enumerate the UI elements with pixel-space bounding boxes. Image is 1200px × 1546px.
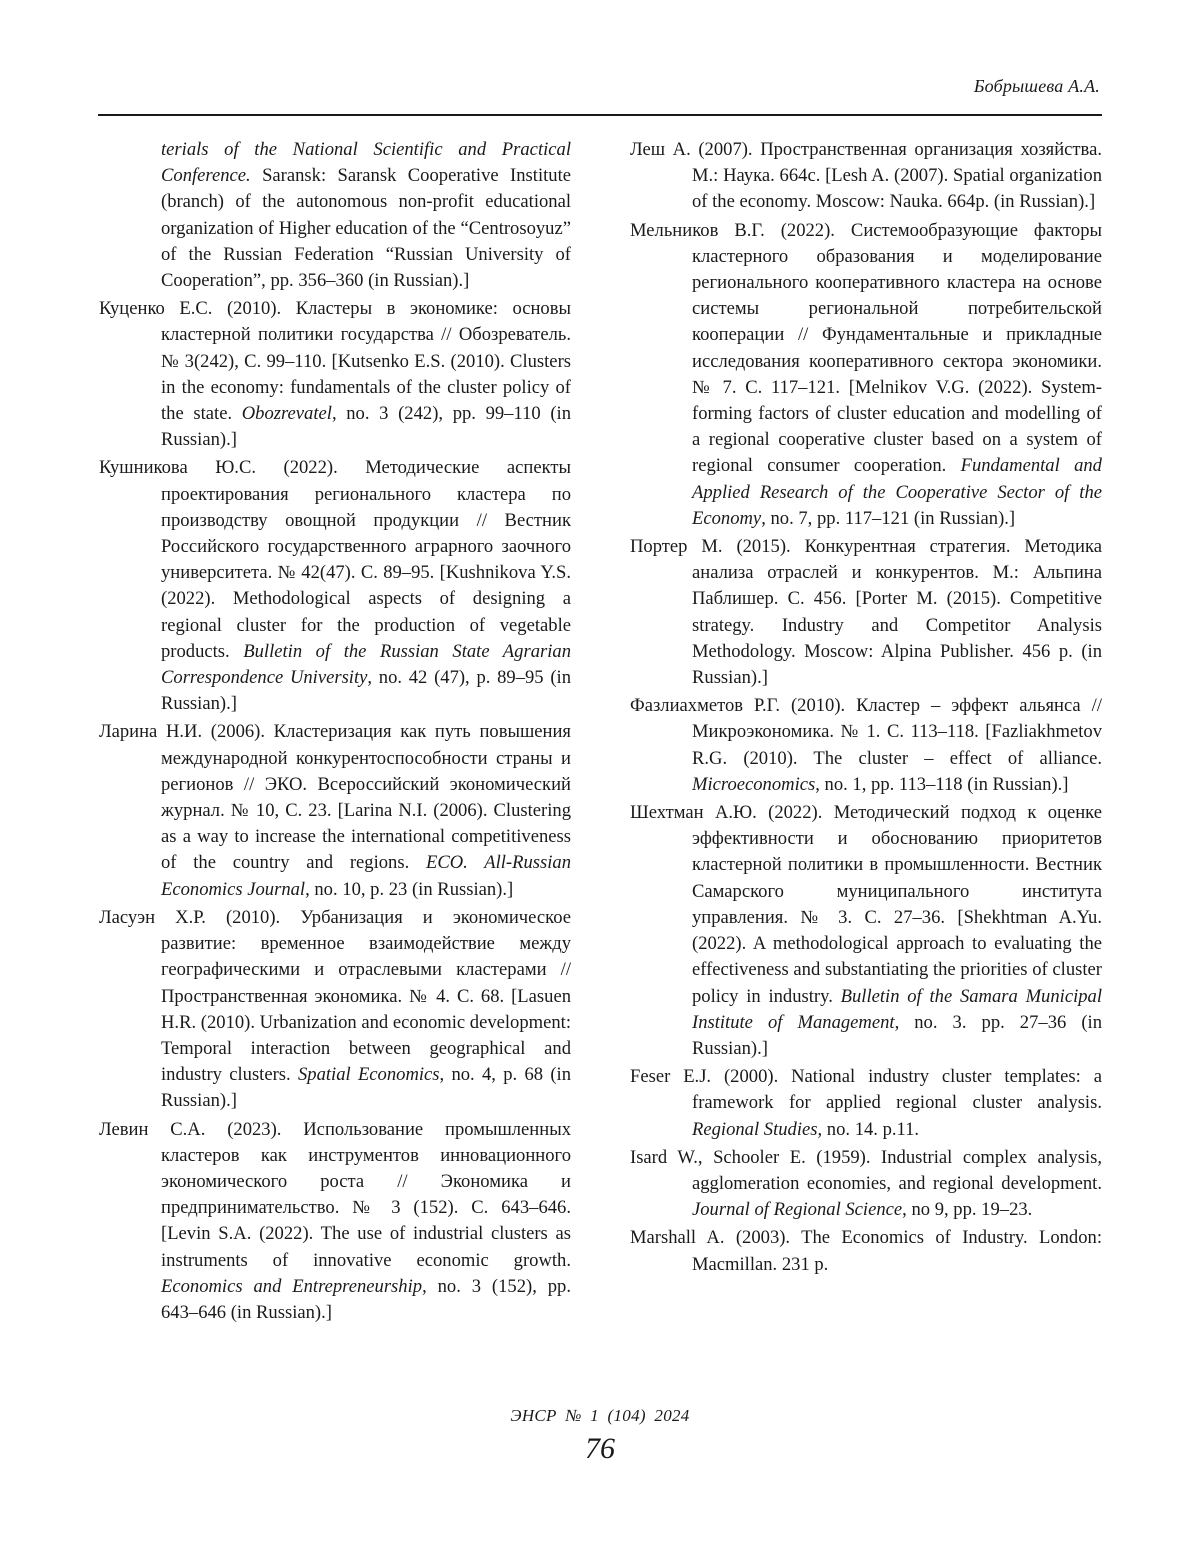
reference-entry (630, 1064, 1102, 1143)
reference-text: , no. 4, p. 68 (in Russian).] (161, 1064, 571, 1112)
references-right-column (630, 137, 1102, 1280)
header-rule (98, 114, 1102, 116)
reference-text: , no. 3 (242), pp. 99–110 (in Russian).] (161, 403, 571, 451)
reference-text: Куценко Е.С. (2010). Кластеры в экономике: основы кластерной политики государства // Обозреватель. № 3(242), С. 99–110. [Kutsenko E.S. (2010). Clusters in the economy: fundamentals of the cluster policy of the state. (99, 298, 571, 425)
reference-source-title: Regional Studies (692, 1118, 818, 1140)
reference-entry-continued (99, 137, 571, 294)
reference-entry (630, 693, 1102, 798)
reference-text: , no. 42 (47), p. 89–95 (in Russian).] (161, 667, 571, 715)
reference-text: , no. 10, p. 23 (in Russian).] (305, 878, 514, 900)
reference-text: Шехтман А.Ю. (2022). Методический подход к оценке эффективности и обоснованию приоритетов кластерной политики в промышленности. Вестник Самарского муниципального института управления. № 3. С. 27–36. [Shekhtman A.Yu. (2022). A methodological approach to evaluating the effectiveness and substantiating the priorities of cluster policy in industry. (630, 802, 1102, 1007)
reference-source-title: Spatial Economics (297, 1064, 440, 1086)
reference-source-title: Bulletin of the Samara Municipal Institute of Management (692, 985, 1102, 1033)
reference-text: Isard W., Schooler E. (1959). Industrial complex analysis, agglomeration economies, and regional development. (630, 1146, 1102, 1194)
reference-text: Ласуэн Х.Р. (2010). Урбанизация и экономическое развитие: временное взаимодействие между географическими и отраслевыми кластерами // Пространственная экономика. № 4. С. 68. [Lasuen H.R. (2010). Urbanization and economic development: Temporal interaction between geographical and industry clusters. (99, 906, 571, 1086)
references-left-column (99, 137, 571, 1328)
reference-text: Фазлиахметов Р.Г. (2010). Кластер – эффект альянса // Микроэкономика. № 1. С. 113–118. [Fazliakhmetov R.G. (2010). The cluster – effect of alliance. (630, 695, 1102, 769)
running-head-author: Бобрышева А.А. (973, 76, 1100, 96)
page-number: 76 (585, 1432, 615, 1465)
reference-entry (99, 296, 571, 453)
reference-entry (99, 1117, 571, 1327)
reference-entry (99, 719, 571, 902)
reference-source-title: terials of the National Scientific and Practical Conference. (161, 139, 571, 187)
reference-entry (99, 905, 571, 1115)
reference-text: Feser E.J. (2000). National industry cluster templates: a framework for applied regional cluster analysis. (630, 1066, 1102, 1114)
reference-entry (99, 455, 571, 717)
reference-entry (630, 137, 1102, 216)
reference-text: Левин С.А. (2023). Использование промышленных кластеров как инструментов инновационного экономического роста // Экономика и предпринимательство. № 3 (152). С. 643–646. [Levin S.A. (2022). The use of industrial clusters as instruments of innovative economic growth. (99, 1118, 571, 1271)
reference-text: , no. 3 (152), pp. 643–646 (in Russian).] (161, 1275, 571, 1323)
reference-text: Леш А. (2007). Пространственная организация хозяйства. М.: Наука. 664с. [Lesh A. (2007). Spatial organization of the economy. Moscow: Nauka. 664p. (in Russian).] (630, 139, 1102, 213)
reference-entry (630, 1225, 1102, 1277)
reference-entry (630, 534, 1102, 691)
reference-source-title: Microeconomics (692, 773, 816, 795)
reference-text: , no 9, pp. 19–23. (902, 1199, 1033, 1221)
reference-source-title: ECO. All-Russian Economics Journal (161, 852, 571, 900)
reference-text: , no. 14. p.11. (817, 1118, 920, 1140)
reference-source-title: Obozrevatel (241, 403, 332, 425)
reference-text: Кушникова Ю.С. (2022). Методические аспекты проектирования регионального кластера по производству овощной продукции // Вестник Российского государственного аграрного заочного университета. № 42(47). С. 89–95. [Kushnikova Y.S. (2022). Methodological aspects of designing a regional cluster for the production of vegetable products. (99, 457, 571, 662)
reference-text: Мельников В.Г. (2022). Системообразующие факторы кластерного образования и моделирование регионального кооперативного кластера на основе системы региональной потребительской кооперации // Фундаментальные и прикладные исследования кооперативного сектора экономики. № 7. С. 117–121. [Melnikov V.G. (2022). System-forming factors of cluster education and modelling of a regional cooperative cluster based on a system of regional consumer cooperation. (630, 219, 1102, 477)
reference-source-title: Economics and Entrepreneurship (161, 1275, 423, 1297)
reference-entry (630, 1145, 1102, 1224)
reference-source-title: Bulletin of the Russian State Agrarian Correspondence University (161, 640, 571, 689)
footer-journal-issue: ЭНСР № 1 (104) 2024 (510, 1406, 690, 1425)
reference-text: , no. 7, pp. 117–121 (in Russian).] (761, 507, 1016, 529)
reference-text: Портер М. (2015). Конкурентная стратегия. Методика анализа отраслей и конкурентов. М.: Альпина Паблишер. С. 456. [Porter M. (2015). Competitive strategy. Industry and Competitor Analysis Methodology. Moscow: Alpina Publisher. 456 p. (in Russian).] (630, 536, 1102, 689)
reference-text: Ларина Н.И. (2006). Кластеризация как путь повышения международной конкурентоспособности страны и регионов // ЭКО. Всероссийский экономический журнал. № 10, С. 23. [Larina N.I. (2006). Clustering as a way to increase the international competitiveness of the country and regions. (99, 721, 571, 874)
reference-entry (630, 800, 1102, 1062)
reference-text: Saransk: Saransk Cooperative Institute (branch) of the autonomous non-profit educational organization of Higher education of the “Centrosoyuz” of the Russian Federation “Russian University of Cooperation”, pp. 356–360 (in Russian).] (161, 165, 571, 292)
reference-text: , no. 1, pp. 113–118 (in Russian).] (815, 773, 1069, 795)
reference-source-title: Fundamental and Applied Research of the Cooperative Sector of the Economy (692, 455, 1102, 529)
reference-entry (630, 218, 1102, 532)
reference-text: Marshall A. (2003). The Economics of Industry. London: Macmillan. 231 p. (630, 1227, 1102, 1275)
reference-text: , no. 3. pp. 27–36 (in Russian).] (692, 1011, 1102, 1059)
reference-source-title: Journal of Regional Science (692, 1199, 903, 1221)
